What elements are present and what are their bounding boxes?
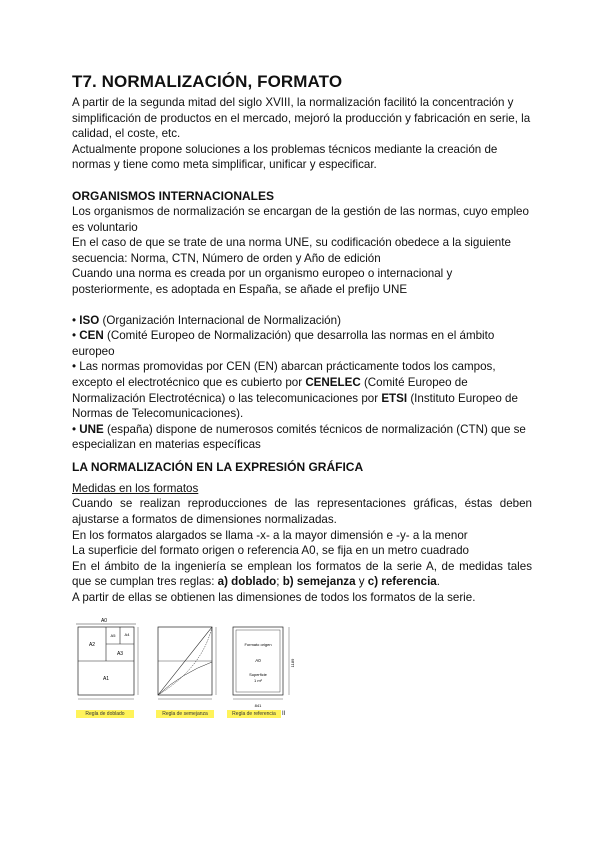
format-figures xyxy=(72,618,302,722)
bullet-cen: • CEN (Comité Europeo de Normalización) que desarrolla las normas en el ámbito europeo xyxy=(72,329,495,358)
fig3-label-formato: Formato origen xyxy=(244,642,272,647)
fig3-label-superficie: Superficie xyxy=(249,672,267,677)
figure-suffix: II xyxy=(282,711,286,717)
page-title: T7. NORMALIZACIÓN, FORMATO xyxy=(72,72,343,91)
fig1-label-a1: A1 xyxy=(102,676,110,682)
fig3-label-height: 1189 xyxy=(290,658,295,668)
section-heading-organismos: ORGANISMOS INTERNACIONALES xyxy=(72,188,275,203)
intro-paragraph-2: Actualmente propone soluciones a los problemas técnicos mediante la creación de normas y tiene como meta simplificar, unificar y especificar. xyxy=(72,142,498,172)
document-page xyxy=(72,72,532,606)
folding-rule-diagram xyxy=(72,618,148,708)
fig1-label-a5: A5 xyxy=(110,633,116,638)
section2-paragraph-1: Cuando se realizan reproducciones de las representaciones gráficas, éstas deben ajustarse a formatos de dimensiones normalizadas. xyxy=(72,497,532,527)
similarity-rule-diagram xyxy=(152,618,222,708)
bullet-une: • UNE (españa) dispone de numerosos comités técnicos de normalización (CTN) que se especializan en materias específicas xyxy=(72,422,526,452)
reference-rule-diagram xyxy=(227,618,299,708)
section2-paragraph-3: La superficie del formato origen o referencia A0, se fija en un metro cuadrado xyxy=(72,544,469,558)
section1-paragraph-1: Los organismos de normalización se encargan de la gestión de las normas, cuyo empleo es voluntario xyxy=(72,204,529,234)
subheading-medidas: Medidas en los formatos xyxy=(72,481,199,495)
fig1-label-a4: A4 xyxy=(124,632,130,637)
fig1-label-a2: A2 xyxy=(88,642,96,648)
fig1-label-a0: A0 xyxy=(100,618,108,624)
fig1-label-a3: A3 xyxy=(116,651,124,657)
intro-paragraph-1: A partir de la segunda mitad del siglo XVIII, la normalización facilitó la concentración y simplificación de productos en el mercado, mejoró la producción y fabricación en serie, la calidad, el coste, etc. xyxy=(72,96,531,141)
bullet-iso: • ISO (Organización Internacional de Normalización) xyxy=(72,313,341,327)
section-heading-expresion-grafica: LA NORMALIZACIÓN EN LA EXPRESIÓN GRÁFICA xyxy=(72,459,364,474)
bullet-cenelec-etsi: • Las normas promovidas por CEN (EN) abarcan prácticamente todos los campos, excepto el electrotécnico que es cubierto por CENELEC (Comité Europeo de Normalización Electrotécnica) o las telecomunicaciones por ETSI (Instituto Europeo de Normas de Telecomunicaciones). xyxy=(72,360,518,421)
section1-paragraph-2: En el caso de que se trate de una norma UNE, su codificación obedece a la siguiente secuencia: Norma, CTN, Número de orden y Año de edición xyxy=(72,236,511,265)
fig1-caption: Regla de doblado xyxy=(76,710,134,718)
section2-last-paragraph: A partir de ellas se obtienen las dimensiones de todos los formatos de la serie. xyxy=(72,591,476,605)
section2-paragraph-2: En los formatos alargados se llama -x- a la mayor dimensión e -y- a la menor xyxy=(72,528,468,542)
fig2-caption: Regla de semejanza xyxy=(156,710,214,718)
fig3-label-width: 841 xyxy=(254,703,262,708)
section2-rules-paragraph: En el ámbito de la ingeniería se emplean los formatos de la serie A, de medidas tales que se cumplan tres reglas: a) doblado; b) semejanza y c) referencia. xyxy=(72,559,532,589)
section1-paragraph-3: Cuando una norma es creada por un organismo europeo o internacional y posteriormente, es adoptada en España, se añade el prefijo UNE xyxy=(72,267,453,296)
fig3-label-area: 1 m² xyxy=(254,678,262,683)
fig3-caption: Regla de referencia xyxy=(227,710,281,718)
fig3-label-a0: A0 xyxy=(255,658,261,663)
